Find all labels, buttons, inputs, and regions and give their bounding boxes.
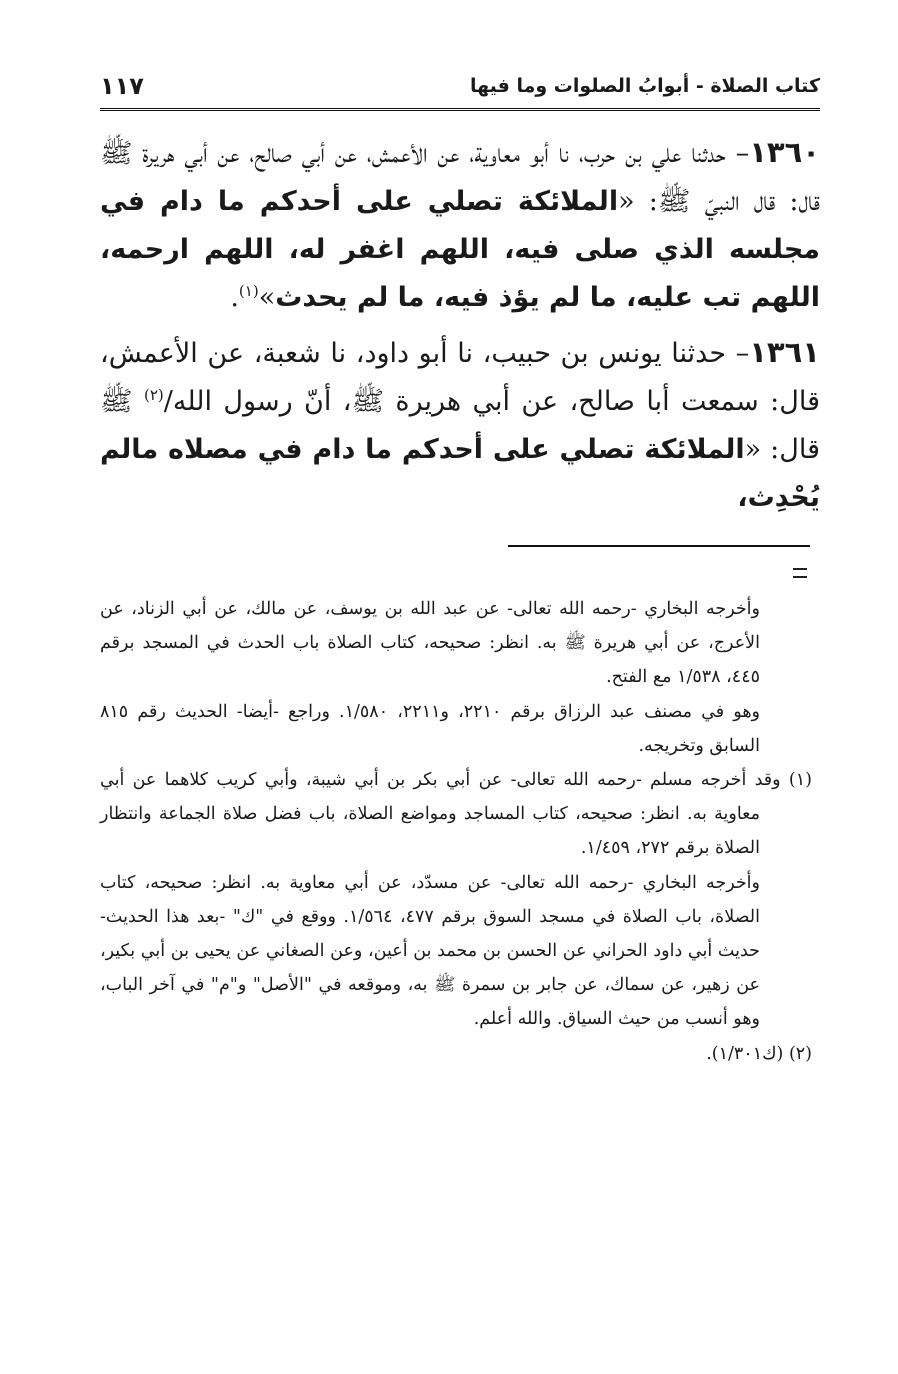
- page-number: ١١٧: [100, 72, 144, 100]
- footnote-continued-para: وأخرجه البخاري -رحمه الله تعالى- عن عبد الله بن يوسف، عن مالك، عن أبي الزناد، عن الأعرج، عن أبي هريرة ﷺ به. انظر: صحيحه، كتاب الصلاة باب الحدث في المسجد برقم ٤٤٥، ١/٥٣٨ مع الفتح.: [100, 599, 760, 688]
- footnote-marker: (٢): [788, 1043, 812, 1064]
- hadith-1360: [100, 128, 820, 322]
- footnote-2: [100, 1037, 812, 1071]
- footnote-ref: (١): [238, 282, 259, 300]
- hadith-number: ١٣٦٠: [749, 135, 820, 169]
- footnote-text: وقد أخرجه مسلم -رحمه الله تعالى- عن أبي بكر بن أبي شيبة، وأبي كريب كلاهما عن أبي معاوية به. انظر: صحيحه، كتاب المساجد ومواضع الصلاة، باب فضل صلاة الجماعة وانتظار الصلاة برقم ٢٧٢، ١/٤٥٩.: [100, 770, 781, 859]
- footnotes: [100, 592, 812, 1071]
- running-header: [100, 66, 820, 106]
- footnote-1: [100, 763, 812, 866]
- hadith-isnad: – حدثنا يونس بن حبيب، نا أبو داود، نا شعبة، عن الأعمش، قال: سمعت أبا صالح، عن أبي هريرة ﷺ، أنّ رسول الله/: [100, 338, 820, 417]
- hadith-number: ١٣٦١: [749, 335, 820, 369]
- footnote-continued-para: وهو في مصنف عبد الرزاق برقم ٢٢١٠، و٢٢١١، ١/٥٨٠. وراجع -أيضا- الحديث رقم ٨١٥ السابق وتخريجه.: [100, 701, 760, 756]
- running-header-title: كتاب الصلاة - أبوابُ الصلوات وما فيها: [469, 75, 820, 97]
- main-text: [100, 128, 820, 522]
- footnote-marker: (١): [788, 770, 812, 791]
- continuation-mark: [793, 568, 807, 578]
- sentence-end: .: [230, 282, 239, 313]
- hadith-matn: الملائكة تصلي على أحدكم ما دام في مصلاه مالم يُحْدِث،: [100, 434, 820, 513]
- footnote-text: (ك١/٣٠١).: [706, 1043, 784, 1064]
- footnote-1-para: وأخرجه البخاري -رحمه الله تعالى- عن مسدّد، عن أبي معاوية به. انظر: صحيحه، كتاب الصلاة، باب الصلاة في مسجد السوق برقم ٤٧٧، ١/٥٦٤. ووقع في "ك" -بعد هذا الحديث- حديث أبي داود الحراني عن الحسن بن محمد بن أعين، وعن الصغاني عن يحيى بن أبي بكير، عن زهير، عن سماك، عن جابر بن سمرة ﷺ به، وموقعه في "الأصل" و"م" في آخر الباب، وهو أنسب من حيث السياق. والله أعلم.: [100, 872, 761, 1030]
- hadith-matn: الملائكة تصلي على أحدكم ما دام في مجلسه الذي صلى فيه، اللهم اغفر له، اللهم ارحمه، اللهم تب عليه، ما لم يؤذ فيه، ما لم يحدث: [100, 186, 820, 313]
- footnote-ref: (٢): [144, 386, 164, 404]
- footnote-separator: [508, 545, 810, 547]
- header-rule: [100, 108, 820, 111]
- hadith-1361: [100, 328, 820, 522]
- quote-close: »: [258, 282, 276, 313]
- hadith-isnad-cont: ﷺ قال: «: [100, 386, 820, 465]
- hadith-isnad: – حدثنا علي بن حرب، نا أبو معاوية، عن الأعمش، عن أبي صالح، عن أبي هريرة ﷺ قال: قال النبيّ ﷺ: «: [100, 138, 821, 217]
